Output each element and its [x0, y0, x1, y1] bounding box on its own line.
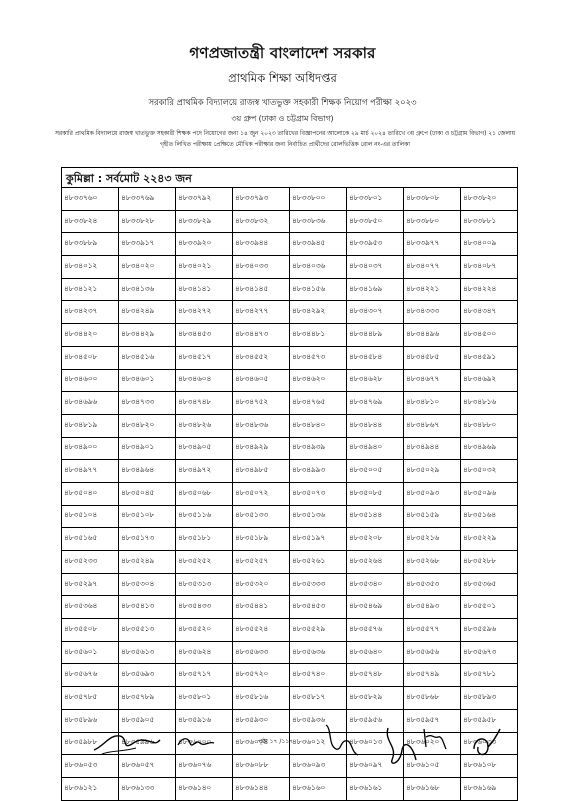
roll-number-cell: ৪৮৩৫৬১৩ — [119, 641, 176, 664]
roll-number-cell: ৪৮৩৪৯৭২ — [176, 460, 233, 483]
roll-number-cell: ৪৮৩৫৩৪০ — [347, 573, 404, 596]
roll-number-cell: ৪৮৩৪১৬৯ — [347, 278, 404, 301]
roll-number-cell: ৪৮৩৫১৮১ — [176, 528, 233, 551]
roll-number-cell: ৪৮৩৪১৩৬ — [119, 278, 176, 301]
roll-number-cell: ৪৮৩৬০১৩ — [347, 732, 404, 755]
roll-number-cell: ৪৮৩৫৯০৫ — [119, 709, 176, 732]
roll-number-cell: ৪৮৩৪০৮৭ — [461, 256, 518, 279]
roll-number-cell: ৪৮৩৫৭১৭ — [176, 664, 233, 687]
roll-number-cell: ৪৮৩৩৮০১ — [347, 188, 404, 211]
roll-number-cell: ৪৮৩৪৭৬৯ — [347, 392, 404, 415]
government-title: গণপ্রজাতন্ত্রী বাংলাদেশ সরকার — [189, 44, 376, 62]
roll-number-cell: ৪৮৩৫৬৩৬ — [290, 641, 347, 664]
table-row — [62, 346, 518, 369]
roll-number-cell: ৪৮৩৪২২৪ — [461, 278, 518, 301]
table-row — [62, 301, 518, 324]
roll-number-cell: ৪৮৩৫৫০৮ — [62, 619, 119, 642]
page-number: পৃষ্ঠা ১৭ /১১৭ — [258, 738, 294, 745]
roll-number-cell: ৪৮৩৫৮১৬ — [233, 687, 290, 710]
roll-number-cell: ৪৮৩৫১৮৯ — [233, 528, 290, 551]
roll-number-cell: ৪৮৩৫৬৫৬ — [404, 641, 461, 664]
roll-number-cell: ৪৮৩৪৯২৯ — [233, 437, 290, 460]
roll-number-cell: ৪৮৩৫৫২৪ — [233, 619, 290, 642]
roll-number-cell: ৪৮৩৬১৬১ — [347, 777, 404, 800]
roll-number-cell: ৪৮৩৫১০৮ — [119, 505, 176, 528]
roll-number-cell: ৪৮৩৫৫৯৬ — [461, 619, 518, 642]
roll-number-cell: ৪৮৩৪২৪৯ — [119, 301, 176, 324]
roll-number-cell: ৪৮৩৪৮২৬ — [176, 414, 233, 437]
roll-number-cell: ৪৮৩৪০১২ — [62, 256, 119, 279]
roll-number-cell: ৪৮৩৫৪৫৩ — [290, 596, 347, 619]
roll-number-cell: ৪৮৩৫২৩৩ — [62, 551, 119, 574]
roll-number-cell: ৪৮৩৫৩১৩ — [176, 573, 233, 596]
roll-number-cell: ৪৮৩৬১৬৮ — [404, 777, 461, 800]
roll-number-cell: ৪৮৩৪১৪১ — [176, 278, 233, 301]
roll-number-cell: ৪৮৩৬১৪০ — [176, 777, 233, 800]
roll-number-cell: ৪৮৩৫৪৬৯ — [347, 596, 404, 619]
roll-number-cell: ৪৮৩৫০৩২ — [461, 460, 518, 483]
district-title: কুমিল্লা : সর্বমোট ২২৪৩ জন — [66, 172, 192, 185]
table-row — [62, 619, 518, 642]
roll-number-cell: ৪৮৩৪৪৮১ — [290, 324, 347, 347]
roll-number-cell: ৪৮৩৬০৭৬ — [176, 755, 233, 778]
roll-number-cell: ৪৮৩৩৮২৮ — [119, 210, 176, 233]
roll-number-cell: ৪৮৩৪৮৮০ — [461, 414, 518, 437]
roll-number-cell: ৪৮৩৪৮৬৭ — [404, 414, 461, 437]
roll-number-cell: ৪৮৩৩৮৩৬ — [290, 210, 347, 233]
roll-number-cell: ৪৮৩৫২৮৮ — [461, 551, 518, 574]
roll-number-cell: ৪৮৩৫৪৪১ — [233, 596, 290, 619]
roll-number-cell: ৪৮৩৪১৪৫ — [233, 278, 290, 301]
table-row — [62, 256, 518, 279]
roll-number-cell: ৪৮৩৫৫২৯ — [290, 619, 347, 642]
roll-number-cell: ৪৮৩৬০০৪ — [233, 732, 290, 755]
roll-number-cell: ৪৮৩৬০৯৩ — [290, 755, 347, 778]
roll-number-cell: ৪৮৩৫৮২৯ — [347, 687, 404, 710]
roll-number-cell: ৪৮৩৪৬০০ — [62, 369, 119, 392]
table-row — [62, 188, 518, 211]
roll-number-cell: ৪৮৩৬০৮৮ — [233, 755, 290, 778]
roll-number-cell: ৪৮৩৫৬৭৬ — [62, 664, 119, 687]
signature-6 — [466, 725, 506, 765]
roll-number-cell: ৪৮৩৬১০৮ — [461, 755, 518, 778]
roll-number-cell: ৪৮৩৪৫৭৩ — [290, 346, 347, 369]
roll-number-cell: ৪৮৩৫৪১৩ — [119, 596, 176, 619]
roll-number-cell: ৪৮৩৫৯৩৬ — [290, 709, 347, 732]
roll-number-cell: ৪৮৩৫০৭৩ — [290, 482, 347, 505]
table-row — [62, 233, 518, 256]
roll-number-cell: ৪৮৩৪৪৫৩ — [176, 324, 233, 347]
roll-number-cell: ৪৮৩৪৯৪৪ — [404, 437, 461, 460]
roll-number-cell: ৪৮৩৫৯৩০ — [233, 709, 290, 732]
roll-number-cell: ৪৮৩৫৩৬৫ — [461, 573, 518, 596]
roll-number-cell: ৪৮৩৪৬৯২ — [461, 369, 518, 392]
table-row — [62, 278, 518, 301]
roll-number-cell: ৪৮৩৫১৪৪ — [347, 505, 404, 528]
roll-number-cell: ৪৮৩৫২৬১ — [290, 551, 347, 574]
roll-number-cell: ৪৮৩৪৭৩৩ — [119, 392, 176, 415]
roll-number-cell: ৪৮৩৩৮০০ — [290, 188, 347, 211]
roll-number-cell: ৪৮৩৪০৩৬ — [290, 256, 347, 279]
roll-number-cell: ৪৮৩৪৯৩৯ — [290, 437, 347, 460]
roll-number-cell: ৪৮৩৪৮১৯ — [62, 414, 119, 437]
roll-number-cell: ৪৮৩৩৮৮০ — [404, 210, 461, 233]
roll-number-cell: ৪৮৩৫৯৫৭ — [404, 709, 461, 732]
roll-number-cell: ৪৮৩৩৭৬৯ — [119, 188, 176, 211]
roll-number-cell: ৪৮৩৪০২০ — [119, 256, 176, 279]
roll-number-cell: ৪৮৩৪৯০৫ — [176, 437, 233, 460]
roll-number-cell: ৪৮৩৪০৩৭ — [347, 256, 404, 279]
roll-number-cell: ৪৮৩৫০৭২ — [233, 482, 290, 505]
roll-number-cell: ৪৮৩৪৫০৮ — [62, 346, 119, 369]
roll-number-cell: ৪৮৩৪২২১ — [404, 278, 461, 301]
roll-number-cell: ৪৮৩৪৯০১ — [119, 437, 176, 460]
roll-number-cell: ৪৮৩৫৬২৪ — [176, 641, 233, 664]
table-row — [62, 460, 518, 483]
roll-number-cell: ৪৮৩৫৯৯৬ — [119, 732, 176, 755]
roll-number-cell: ৪৮৩৫২৬৪ — [347, 551, 404, 574]
roll-number-cell: ৪৮৩৪৯৭৭ — [62, 460, 119, 483]
signature-2 — [176, 733, 216, 753]
roll-number-cell: ৪৮৩৪৫৮৫ — [404, 346, 461, 369]
roll-number-cell: ৪৮৩৩৯৭৭ — [404, 233, 461, 256]
roll-number-cell: ৪৮৩৫৮০১ — [176, 687, 233, 710]
roll-number-cell: ৪৮৩৪৯৪০ — [347, 437, 404, 460]
roll-number-cell: ৪৮৩৪০০৯ — [461, 233, 518, 256]
roll-number-cell: ৪৮৩৫৬৩৩ — [233, 641, 290, 664]
roll-number-cell: ৪৮৩৬০২০ — [404, 732, 461, 755]
roll-number-cell: ৪৮৩৫৪৯৩ — [404, 596, 461, 619]
roll-number-cell: ৪৮৩৫২৫৭ — [233, 551, 290, 574]
roll-number-cell: ৪৮৩৫৬৭৩ — [461, 641, 518, 664]
roll-number-cell: ৪৮৩৫৭২০ — [233, 664, 290, 687]
roll-number-cell: ৪৮৩৪০৩৩ — [233, 256, 290, 279]
roll-number-cell: ৪৮৩৫০৪৫ — [119, 482, 176, 505]
directorate-title: প্রাথমিক শিক্ষা অধিদপ্তর — [228, 71, 337, 85]
roll-number-cell: ৪৮৩৫৫০১ — [461, 596, 518, 619]
signature-4 — [382, 720, 422, 770]
roll-number-cell: ৪৮৩৪৪৭৩ — [233, 324, 290, 347]
roll-number-cell: ৪৮৩৩৮৮১ — [461, 210, 518, 233]
roll-number-cell: ৪৮৩৪৩৪৭ — [461, 301, 518, 324]
roll-number-cell: ৪৮৩৩৮২৪ — [62, 210, 119, 233]
roll-number-cell: ৪৮৩৪৬৭৭ — [404, 369, 461, 392]
roll-number-cell: ৪৮৩৫৩৬৪ — [62, 596, 119, 619]
table-row — [62, 573, 518, 596]
roll-number-cell: ৪৮৩৩৮২০ — [461, 188, 518, 211]
roll-number-cell: ৪৮৩৪৮১০ — [404, 392, 461, 415]
roll-number-cell: ৪৮৩৪৫৫২ — [233, 346, 290, 369]
roll-number-cell: ৪৮৩৩৮০৮ — [404, 188, 461, 211]
roll-number-cell: ৪৮৩৫১৫৯ — [404, 505, 461, 528]
roll-number-cell: ৪৮৩৩৮৮৯ — [62, 233, 119, 256]
roll-number-cell: ৪৮৩৫৩৩৩ — [290, 573, 347, 596]
signatures-area — [0, 715, 565, 800]
roll-number-cell: ৪৮৩৫১০৪ — [62, 505, 119, 528]
roll-number-cell: ৪৮৩৪৬০৫ — [233, 369, 290, 392]
roll-number-cell: ৪৮৩৪৫০০ — [461, 324, 518, 347]
roll-number-cell: ৪৮৩৫৯৫৮ — [461, 709, 518, 732]
table-row — [62, 369, 518, 392]
roll-number-cell: ৪৮৩৫০৯৬ — [461, 482, 518, 505]
roll-number-cell: ৪৮৩৫৮৬৮ — [404, 687, 461, 710]
signature-5 — [420, 725, 450, 755]
roll-number-cell: ৪৮৩৫৭৪৮ — [347, 664, 404, 687]
roll-number-cell: ৪৮৩৬০৯৭ — [347, 755, 404, 778]
roll-number-cell: ৪৮৩৫৫৭৬ — [347, 619, 404, 642]
roll-number-cell: ৪৮৩৪৮৪৪ — [347, 414, 404, 437]
roll-number-cell: ৪৮৩৪৮২০ — [119, 414, 176, 437]
roll-number-cell: ৪৮৩৩৯৫৩ — [347, 233, 404, 256]
table-row — [62, 324, 518, 347]
roll-number-cell: ৪৮৩৫৫২০ — [176, 619, 233, 642]
roll-number-table — [61, 187, 518, 801]
roll-number-cell: ৪৮৩৪৩০৭ — [347, 301, 404, 324]
roll-number-cell: ৪৮৩৫১৩৬ — [290, 505, 347, 528]
group-title: ৩য় গ্রুপ (ঢাকা ও চট্টগ্রাম বিভাগ) — [231, 114, 334, 123]
roll-number-cell: ৪৮৩৫৯১৬ — [176, 709, 233, 732]
roll-number-cell: ৪৮৩৪৪২০ — [62, 324, 119, 347]
roll-number-cell: ৪৮৩৫৩৫৩ — [404, 573, 461, 596]
roll-number-cell: ৪৮৩৫৬৯৩ — [119, 664, 176, 687]
roll-number-cell: ৪৮৩৪২৭৭ — [233, 301, 290, 324]
roll-number-cell: ৪৮৩৫৮১৭ — [290, 687, 347, 710]
roll-number-cell: ৪৮৩৪২৯২ — [290, 301, 347, 324]
roll-number-cell: ৪৮৩৪৮৩৬ — [233, 414, 290, 437]
roll-number-cell: ৪৮৩৫৭৮৫ — [62, 687, 119, 710]
table-row — [62, 596, 518, 619]
table-row — [62, 687, 518, 710]
roll-number-cell: ৪৮৩৫৬০১ — [62, 641, 119, 664]
exam-title: সরকারি প্রাথমিক বিদ্যালয়ে রাজস্ব খাতভুক্ত সহকারী শিক্ষক নিয়োগ পরীক্ষা ২০২৩ — [148, 97, 417, 107]
roll-number-cell: ৪৮৩৪৬০৪ — [176, 369, 233, 392]
roll-number-cell: ৪৮৩৪৭৬৫ — [290, 392, 347, 415]
roll-number-cell: ৪৮৩৪৯৮৫ — [233, 460, 290, 483]
roll-number-cell: ৪৮৩৪৭৫২ — [233, 392, 290, 415]
table-row — [62, 392, 518, 415]
roll-number-cell: ৪৮৩৫৫১৩ — [119, 619, 176, 642]
roll-number-cell: ৪৮৩৫১৬৫ — [62, 528, 119, 551]
roll-number-cell: ৪৮৩৫০৪০ — [62, 482, 119, 505]
roll-number-cell: ৪৮৩৫৪৩৩ — [176, 596, 233, 619]
table-row — [62, 210, 518, 233]
roll-number-cell: ৪৮৩৪৩৩৩ — [404, 301, 461, 324]
roll-number-cell: ৪৮৩৪৪৮৯ — [347, 324, 404, 347]
roll-number-cell: ৪৮৩৫০৬৮ — [176, 482, 233, 505]
roll-number-cell: ৪৮৩৩৭৯২ — [176, 188, 233, 211]
roll-number-cell: ৪৮৩৪৬০১ — [119, 369, 176, 392]
roll-number-cell: ৪৮৩৪৯৯৩ — [290, 460, 347, 483]
roll-number-cell: ৪৮৩৬০০০ — [176, 732, 233, 755]
roll-number-cell: ৪৮৩৩৮২৯ — [176, 210, 233, 233]
roll-number-cell: ৪৮৩৫১১৬ — [176, 505, 233, 528]
roll-number-cell: ৪৮৩৫২১৬ — [404, 528, 461, 551]
roll-number-cell: ৪৮৩৬১২১ — [62, 777, 119, 800]
roll-number-cell: ৪৮৩৪৫১৬ — [119, 346, 176, 369]
roll-number-cell: ৪৮৩৪৬২০ — [290, 369, 347, 392]
roll-number-cell: ৪৮৩৫৭৪০ — [290, 664, 347, 687]
roll-number-cell: ৪৮৩৫২৬৮ — [404, 551, 461, 574]
notice-text: সরকারি প্রাথমিক বিদ্যালয়ে রাজস্ব খাতভুক্ত সহকারী শিক্ষক পদে নিয়োগের জন্য ১৪ জুন ২০২৩ তারিখের বিজ্ঞাপনের আলোকে ২৯ মার্চ ২০২৪ তারিখে ৩য় গ্রুপে (ঢাকা ও চট্টগ্রাম বিভাগ) ২১ জেলায় গৃহীত লিখিত পরীক্ষায় প্রেক্ষিতে মৌখিক পরীক্ষার জন্য নির্বাচিত প্রার্থীদের রোলভিত্তিক রোল নং-এর তালিকা — [54, 131, 516, 148]
roll-number-cell: ৪৮৩৫০৯৩ — [404, 482, 461, 505]
table-row — [62, 437, 518, 460]
roll-number-cell: ৪৮৩৫২৯৭ — [62, 573, 119, 596]
roll-number-cell: ৪৮৩৪০২১ — [176, 256, 233, 279]
roll-number-cell: ৪৮৩৪৬২৮ — [347, 369, 404, 392]
roll-number-cell: ৪৮৩৩৭৯৩ — [233, 188, 290, 211]
district-title-box — [61, 167, 518, 187]
roll-number-cell: ৪৮৩৫২৫২ — [176, 551, 233, 574]
roll-number-cell: ৪৮৩৪৮৪০ — [290, 414, 347, 437]
roll-number-cell: ৪৮৩৬১০৫ — [404, 755, 461, 778]
signature-1 — [92, 720, 162, 760]
roll-number-cell: ৪৮৩৬০৫৭ — [119, 755, 176, 778]
roll-number-cell: ৪৮৩৪০৭৭ — [404, 256, 461, 279]
roll-number-cell: ৪৮৩৬১৩৩ — [119, 777, 176, 800]
roll-number-cell: ৪৮৩৪৯৬৯ — [461, 437, 518, 460]
roll-number-cell: ৪৮৩৪৫৯১ — [461, 346, 518, 369]
roll-number-cell: ৪৮৩৬০১২ — [290, 732, 347, 755]
roll-number-cell: ৪৮৩৪৮১৬ — [461, 392, 518, 415]
roll-number-cell: ৪৮৩৫১৬৪ — [461, 505, 518, 528]
table-row — [62, 482, 518, 505]
roll-number-cell: ৪৮৩৩৯১৭ — [119, 233, 176, 256]
roll-number-cell: ৪৮৩৫৯৫৬ — [347, 709, 404, 732]
roll-number-cell: ৪৮৩৫৩২০ — [233, 573, 290, 596]
roll-number-cell: ৪৮৩৬০৫৩ — [62, 755, 119, 778]
roll-number-cell: ৪৮৩৫০২৯ — [404, 460, 461, 483]
roll-number-cell: ৪৮৩৫২২৯ — [461, 528, 518, 551]
roll-number-cell: ৪৮৩৫৭৪৯ — [404, 664, 461, 687]
roll-number-cell: ৪৮৩৫৯৮৮ — [62, 732, 119, 755]
roll-number-cell: ৪৮৩৫৮৯৬ — [62, 709, 119, 732]
roll-number-cell: ৪৮৩৩৭৬০ — [62, 188, 119, 211]
roll-number-cell: ৪৮৩৪৫১৭ — [176, 346, 233, 369]
roll-number-cell: ৪৮৩৬০৩৩ — [461, 732, 518, 755]
roll-number-cell: ৪৮৩৩৮৫০ — [347, 210, 404, 233]
roll-number-cell: ৪৮৩৪৬৯৬ — [62, 392, 119, 415]
roll-number-cell: ৪৮৩৩৯৪৫ — [290, 233, 347, 256]
roll-number-cell: ৪৮৩৩৮৩২ — [233, 210, 290, 233]
roll-number-cell: ৪৮৩৫০৮৫ — [347, 482, 404, 505]
roll-number-cell: ৪৮৩৪৫৮৪ — [347, 346, 404, 369]
roll-number-cell: ৪৮৩৪৯৬৪ — [119, 460, 176, 483]
roll-number-cell: ৪৮৩৪৭৪৮ — [176, 392, 233, 415]
table-row — [62, 414, 518, 437]
table-row — [62, 551, 518, 574]
table-row — [62, 505, 518, 528]
roll-number-cell: ৪৮৩৫৫৭৭ — [404, 619, 461, 642]
roll-number-cell: ৪৮৩৫১৭৩ — [119, 528, 176, 551]
table-row — [62, 664, 518, 687]
roll-number-cell: ৪৮৩৩৯৪৪ — [233, 233, 290, 256]
roll-number-cell: ৪৮৩৫৬৪০ — [347, 641, 404, 664]
roll-number-cell: ৪৮৩৫২০৮ — [347, 528, 404, 551]
roll-number-cell: ৪৮৩৪১৫৬ — [290, 278, 347, 301]
roll-number-cell: ৪৮৩৫১৩৩ — [233, 505, 290, 528]
roll-number-cell: ৪৮৩৪২৩৭ — [62, 301, 119, 324]
table-row — [62, 528, 518, 551]
roll-number-cell: ৪৮৩৪৪২৯ — [119, 324, 176, 347]
roll-number-cell: ৪৮৩৬১৬০ — [290, 777, 347, 800]
roll-number-cell: ৪৮৩৫৭৮১ — [461, 664, 518, 687]
roll-number-cell: ৪৮৩৪২৭২ — [176, 301, 233, 324]
table-row — [62, 641, 518, 664]
roll-number-cell: ৪৮৩৪১২১ — [62, 278, 119, 301]
roll-number-cell: ৪৮৩৫১৯৭ — [290, 528, 347, 551]
roll-number-cell: ৪৮৩৫৭৮৯ — [119, 687, 176, 710]
roll-number-cell: ৪৮৩৫২৪৯ — [119, 551, 176, 574]
signature-3 — [322, 719, 362, 759]
roll-number-cell: ৪৮৩৫৮৯৩ — [461, 687, 518, 710]
roll-number-cell: ৪৮৩৪৪৯৬ — [404, 324, 461, 347]
roll-number-cell: ৪৮৩৫৩০৪ — [119, 573, 176, 596]
roll-number-cell: ৪৮৩৬১৬৯ — [461, 777, 518, 800]
roll-number-cell: ৪৮৩৪৯০০ — [62, 437, 119, 460]
roll-number-cell: ৪৮৩৩৯২০ — [176, 233, 233, 256]
roll-number-cell: ৪৮৩৬১৪৪ — [233, 777, 290, 800]
roll-number-cell: ৪৮৩৫০০৫ — [347, 460, 404, 483]
